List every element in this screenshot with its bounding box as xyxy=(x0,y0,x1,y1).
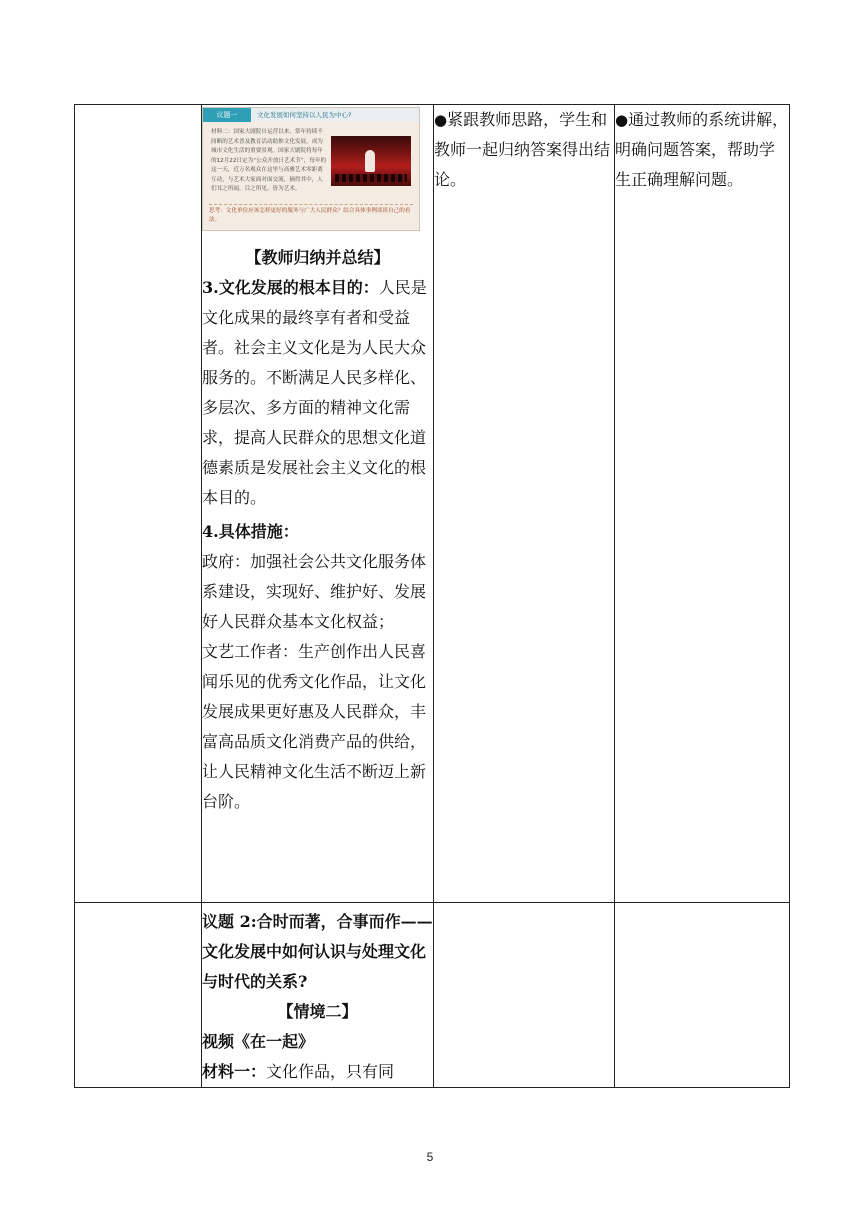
table-row xyxy=(75,903,790,1088)
slide-question: 思考：文化单位应该怎样更好的服务与广大人民群众？结合具体事例谈谈自己的看法。 xyxy=(209,204,413,225)
lesson-table xyxy=(74,104,790,1088)
design-intent-text: 通过教师的系统讲解，明确问题答案，帮助学生正确理解问题。 xyxy=(615,110,789,189)
material-one-paragraph xyxy=(202,1057,433,1087)
material-one-text: 文化作品，只有同 xyxy=(266,1062,395,1081)
audience-silhouette xyxy=(335,174,407,182)
performer-figure xyxy=(365,150,375,172)
slide-thumbnail xyxy=(202,107,420,231)
goal-title: 3.文化发展的根本目的： xyxy=(202,278,379,297)
measures-title: 4.具体措施： xyxy=(202,522,299,541)
situation-heading: 【情境二】 xyxy=(277,1002,358,1021)
summary-heading: 【教师归纳并总结】 xyxy=(245,248,390,267)
page-number: 5 xyxy=(426,1150,434,1164)
material-one-label: 材料一： xyxy=(202,1062,267,1081)
student-activity-cell xyxy=(434,105,615,903)
teacher-activity-cell xyxy=(202,105,434,903)
video-title: 视频《在一起》 xyxy=(202,1032,315,1051)
segment-cell xyxy=(75,105,202,903)
slide-material-text: 材料二：国家大剧院自运营以来，常年持续不间断的艺术普及教育活动助推文化发展，成为城市文化生活的重要景观。国家大剧院将每年的12月22日定为“公众开放日艺术节”，每年的这一天，近万名观众在这里与高雅艺术零距离互动，与艺术大家面对面交流，摘得其中，人们耳之所闻，目之所见，皆为艺术。 xyxy=(211,129,327,192)
bullet-icon: ● xyxy=(434,111,448,129)
topic-two-title: 议题 2:合时而著，合事而作——文化发展中如何认识与处理文化与时代的关系? xyxy=(202,912,433,991)
design-intent-cell xyxy=(615,903,790,1088)
student-activity-cell xyxy=(434,903,615,1088)
student-activity-paragraph xyxy=(434,105,614,195)
design-intent-paragraph xyxy=(615,105,789,195)
bullet-icon: ● xyxy=(615,111,629,129)
measures-government: 政府：加强社会公共文化服务体系建设，实现好、维护好、发展好人民群众基本文化权益； xyxy=(202,552,427,631)
table-row xyxy=(75,105,790,903)
slide-tag: 议题一 xyxy=(203,108,251,122)
slide-headline: 文化发展如何坚持以人民为中心? xyxy=(257,111,352,119)
theater-photo xyxy=(331,136,411,186)
goal-paragraph xyxy=(202,273,433,513)
student-activity-text: 紧跟教师思路，学生和教师一起归纳答案得出结论。 xyxy=(434,110,611,189)
goal-text: 人民是文化成果的最终享有者和受益者。社会主义文化是为人民大众服务的。不断满足人民多样化、多层次、多方面的精神文化需求，提高人民群众的思想文化道德素质是发展社会主义文化的根本目的。 xyxy=(202,278,427,507)
design-intent-cell xyxy=(615,105,790,903)
segment-cell xyxy=(75,903,202,1088)
teacher-activity-cell xyxy=(202,903,434,1088)
measures-artists: 文艺工作者：生产创作出人民喜闻乐见的优秀文化作品，让文化发展成果更好惠及人民群众，丰富高品质文化消费产品的供给，让人民精神文化生活不断迈上新台阶。 xyxy=(202,642,427,811)
